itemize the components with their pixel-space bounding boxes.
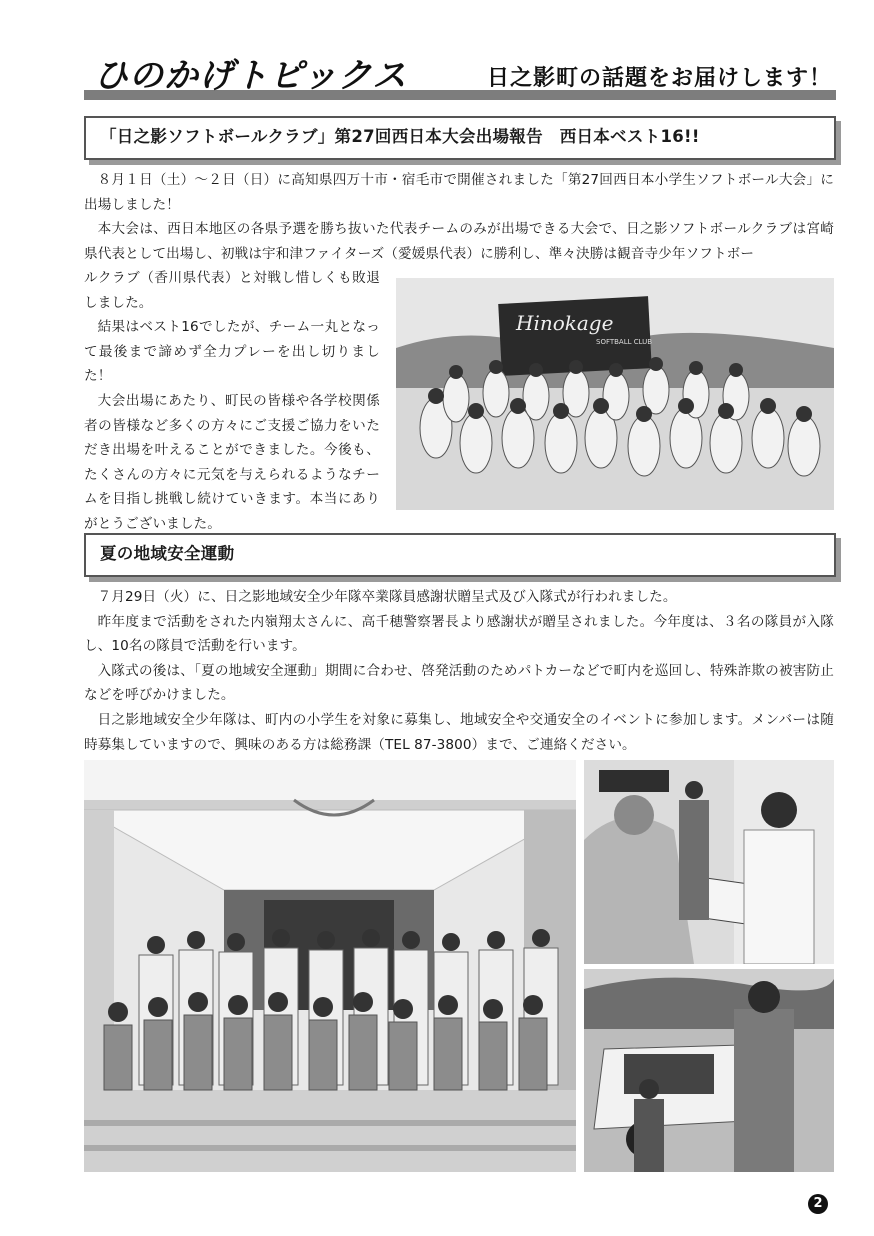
article1-para3: 結果はベスト16でしたが、チーム一丸となって最後まで諦めず全力プレーを出し切りました！ [84,319,380,385]
banner-small-text: SOFTBALL CLUB [596,338,653,346]
header-title: ひのかげトピックス [94,56,408,96]
article2-text [84,585,834,757]
banner-text: Hinokage [516,311,614,335]
article2-heading: 夏の地域安全運動 [100,544,235,563]
article1-para2a: 本大会は、西日本地区の各県予選を勝ち抜いた代表チームのみが出場できる大会で、日之影ソフトボールクラブは宮崎県代表として出場し、初戦は宇和津ファイターズ（愛媛県代表）に勝利し、準々決勝は観音寺少年ソフトボー [84,221,834,262]
article1-para2b: ルクラブ（香川県代表）と対戦し惜しくも敗退しました。 [84,270,380,311]
article2-para4: 日之影地域安全少年隊は、町内の小学生を対象に募集し、地域安全や交通安全のイベントに参加します。メンバーは随時募集していますので、興味のある方は総務課（TEL 87-3800）まで、ご連絡ください。 [84,711,834,753]
article2-heading-box [84,533,836,577]
page-number: 2 [808,1194,828,1214]
article1-para1: ８月１日（土）～２日（日）に高知県四万十市・宿毛市で開催されました「第27回西日本小学生ソフトボール大会」に出場しました！ [84,172,834,213]
softball-team-photo [396,278,834,510]
page-header [84,56,836,100]
article1-para4: 大会出場にあたり、町民の皆様や各学校関係者の皆様など多くの方々にご支援ご協力をいただき出場を叶えることができました。今後も、たくさんの方々に元気を与えられるようなチームを目指し挑戦し続けていきます。本当にありがとうございました。 [84,392,380,532]
article1-top-text [84,168,834,266]
article1-heading-box [84,116,836,160]
article1-heading: 「日之影ソフトボールクラブ」第27回西日本大会出場報告 西日本ベスト16!! [100,127,700,146]
article2-para2: 昨年度まで活動をされた内嶺翔太さんに、高千穂警察署長より感謝状が贈呈されました。今年度は、３名の隊員が入隊し、10名の隊員で活動を行います。 [84,613,834,655]
safety-corps-group-photo [84,760,576,1172]
article1-left-column [84,266,380,537]
certificate-presentation-photo [584,760,834,964]
article2-para3: 入隊式の後は、「夏の地域安全運動」期間に合わせ、啓発活動のためパトカーなどで町内を巡回し、特殊詐欺の被害防止などを呼びかけました。 [84,662,834,704]
patrol-car-photo [584,969,834,1172]
header-subtitle: 日之影町の話題をお届けします！ [486,66,832,91]
article2-para1: ７月29日（火）に、日之影地域安全少年隊卒業隊員感謝状贈呈式及び入隊式が行われました。 [97,589,677,605]
